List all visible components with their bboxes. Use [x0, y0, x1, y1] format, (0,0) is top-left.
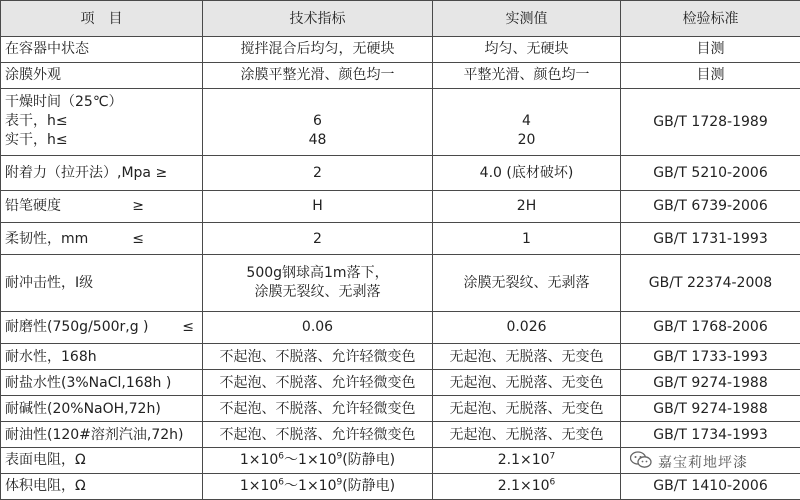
table-row	[1, 255, 800, 311]
table-row	[1, 396, 800, 422]
table-row	[1, 62, 800, 88]
standard-cell: GB/T 9274-1988	[621, 396, 800, 422]
measured-cell: 平整光滑、颜色均一	[433, 62, 621, 88]
measured-cell: $2.1\times 10^6$	[433, 473, 621, 499]
standard-cell: GB/T 1733-1993	[621, 344, 800, 370]
table-row	[1, 344, 800, 370]
measured-line: 4	[522, 113, 531, 130]
table-row	[1, 473, 800, 499]
measured-cell: 2H	[433, 190, 621, 222]
header-measured: 实测值	[433, 1, 621, 37]
standard-cell: GB/T 6739-2006	[621, 190, 800, 222]
spec-cell: 0.06	[203, 311, 433, 343]
spec-cell	[203, 88, 433, 155]
standard-cell: 目测	[621, 62, 800, 88]
item-cell: 耐盐水性(3%NaCl,168h )	[1, 370, 203, 396]
item-cell: 耐水性，168h	[1, 344, 203, 370]
watermark-text: 嘉宝莉地坪漆	[658, 455, 748, 471]
standard-cell: GB/T 9274-1988	[621, 370, 800, 396]
item-cell	[1, 88, 203, 155]
header-spec: 技术指标	[203, 1, 433, 37]
spec-cell: 不起泡、不脱落、允许轻微变色	[203, 396, 433, 422]
measured-cell: $2.1\times 10^7$	[433, 448, 621, 474]
item-cell: 表面电阻，Ω	[1, 448, 203, 474]
table-row	[1, 155, 800, 190]
measured-cell: 无起泡、无脱落、无变色	[433, 422, 621, 448]
table-row	[1, 37, 800, 63]
item-cell: 涂膜外观	[1, 62, 203, 88]
spec-cell: 不起泡、不脱落、允许轻微变色	[203, 422, 433, 448]
item-cell: 附着力（拉开法）,Mpa ≥	[1, 155, 203, 190]
standard-cell: GB/T 1734-1993	[621, 422, 800, 448]
spec-line: 涂膜无裂纹、无剥落	[254, 284, 381, 301]
item-line: 表干，h≤	[5, 113, 68, 130]
spec-cell: $1\times 10^6\sim 1\times 10^9$(防静电)	[203, 448, 433, 474]
measured-cell: 4.0 (底材破坏)	[433, 155, 621, 190]
item-cell: 耐碱性(20%NaOH,72h)	[1, 396, 203, 422]
spec-cell: 不起泡、不脱落、允许轻微变色	[203, 344, 433, 370]
spec-line: 48	[308, 132, 327, 149]
measured-cell: 无起泡、无脱落、无变色	[433, 396, 621, 422]
table-row	[1, 190, 800, 222]
spec-cell: $1\times 10^6\sim 1\times 10^9$(防静电)	[203, 473, 433, 499]
standard-cell: GB/T 1410-2006	[621, 473, 800, 499]
item-line: 干燥时间（25℃）	[5, 94, 123, 111]
measured-cell: 涂膜无裂纹、无剥落	[433, 255, 621, 311]
header-item: 项 目	[1, 1, 203, 37]
spec-line: 6	[313, 113, 322, 130]
measured-cell: 无起泡、无脱落、无变色	[433, 370, 621, 396]
table-row	[1, 88, 800, 155]
measured-cell: 0.026	[433, 311, 621, 343]
spec-cell: 2	[203, 223, 433, 255]
item-cell: 体积电阻，Ω	[1, 473, 203, 499]
spec-cell: 搅拌混合后均匀，无硬块	[203, 37, 433, 63]
table-row	[1, 311, 800, 343]
table-row	[1, 422, 800, 448]
standard-cell: GB/T 5210-2006	[621, 155, 800, 190]
standard-cell: GB/T 1728-1989	[621, 88, 800, 155]
table-row	[1, 223, 800, 255]
header-row	[1, 1, 800, 37]
spec-cell: H	[203, 190, 433, 222]
spec-line: 500g钢球高1m落下，	[246, 265, 389, 282]
spec-cell: 不起泡、不脱落、允许轻微变色	[203, 370, 433, 396]
measured-line: 20	[517, 132, 536, 149]
item-cell: 柔韧性，mm ≤	[1, 223, 203, 255]
item-cell: 耐油性(120#溶剂汽油,72h)	[1, 422, 203, 448]
measured-cell: 均匀、无硬块	[433, 37, 621, 63]
header-standard: 检验标准	[621, 1, 800, 37]
watermark	[626, 451, 752, 473]
measured-cell: 1	[433, 223, 621, 255]
item-cell: 耐磨性(750g/500r,g ) ≤	[1, 311, 203, 343]
standard-cell: GB/T 22374-2008	[621, 255, 800, 311]
standard-cell: 目测	[621, 37, 800, 63]
item-cell: 耐冲击性，Ⅰ级	[1, 255, 203, 311]
item-cell: 铅笔硬度 ≥	[1, 190, 203, 222]
spec-cell: 涂膜平整光滑、颜色均一	[203, 62, 433, 88]
table-row	[1, 370, 800, 396]
item-line: 实干，h≤	[5, 132, 68, 149]
standard-cell: GB/T 1731-1993	[621, 223, 800, 255]
measured-cell	[433, 88, 621, 155]
spec-cell: 2	[203, 155, 433, 190]
measured-cell: 无起泡、无脱落、无变色	[433, 344, 621, 370]
wechat-logo-icon	[630, 451, 652, 473]
item-cell: 在容器中状态	[1, 37, 203, 63]
standard-cell: GB/T 1768-2006	[621, 311, 800, 343]
spec-cell	[203, 255, 433, 311]
